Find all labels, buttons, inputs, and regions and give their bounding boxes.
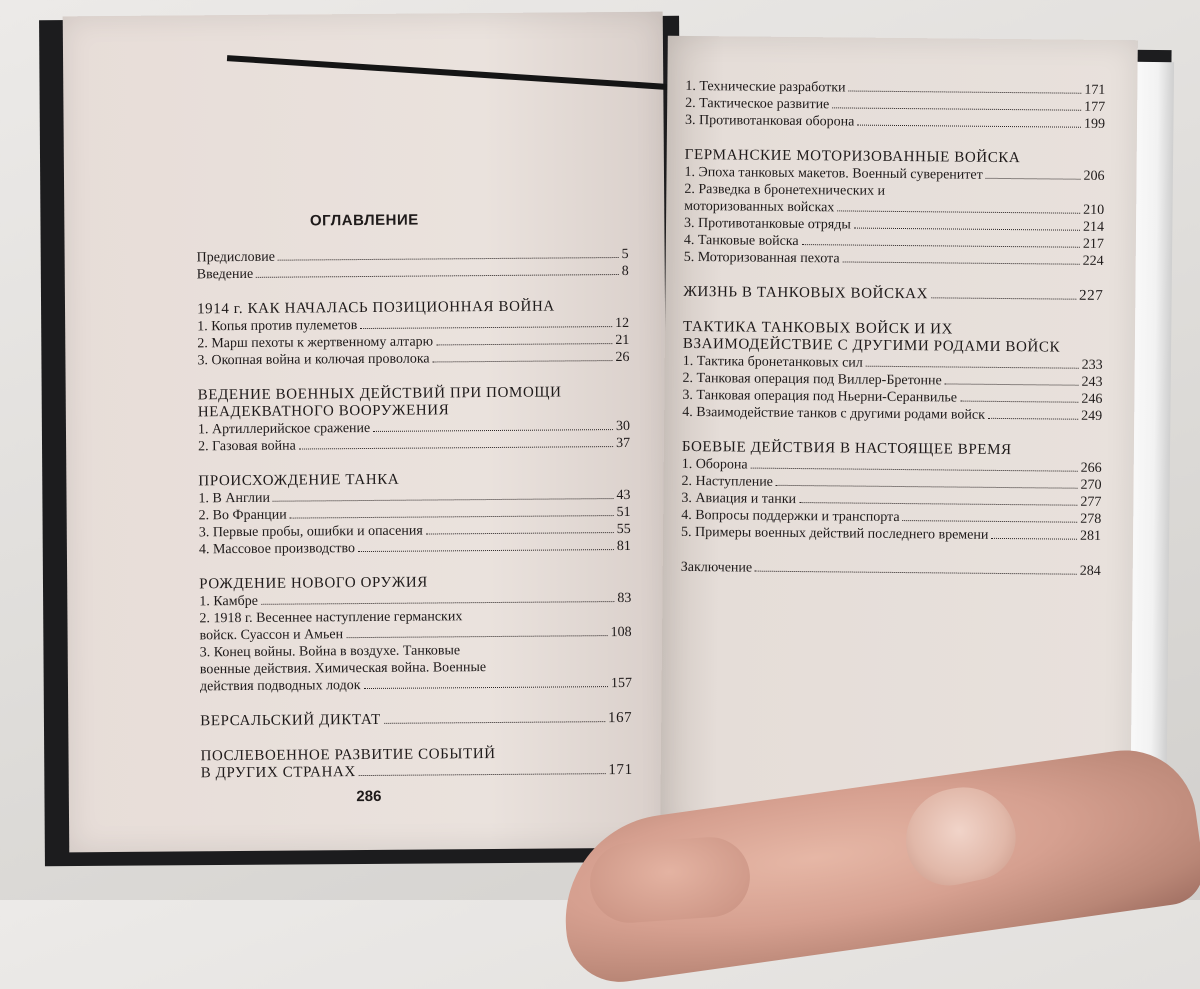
right-toc <box>681 78 1106 580</box>
entry-page: 81 <box>616 538 631 555</box>
dot-leader <box>273 498 614 502</box>
dot-leader <box>755 571 1077 575</box>
decorative-rule <box>227 55 696 92</box>
section-heading: ВЕДЕНИЕ ВОЕННЫХ ДЕЙСТВИЙ ПРИ ПОМОЩИ НЕАДЕКВАТНОГО ВООРУЖЕНИЯ <box>197 384 562 421</box>
toc-entry <box>199 538 631 558</box>
entry-page: 8 <box>621 263 629 279</box>
entry-text: 3. Авиация и танки <box>681 490 797 508</box>
entry-line <box>681 559 1101 580</box>
entry-text: 3. Противотанковая оборона <box>684 112 855 130</box>
dot-leader <box>436 343 612 345</box>
entry-text: 2. Танковая операция под Виллер-Бретонне <box>682 370 942 389</box>
entry-text: 5. Моторизованная пехота <box>683 249 840 267</box>
entry-line <box>200 675 632 695</box>
dot-leader <box>866 366 1079 369</box>
section-heading: ПРОИСХОЖДЕНИЕ ТАНКА <box>198 471 400 490</box>
dot-leader <box>346 635 607 638</box>
entry-text: 1. Копья против пулеметов <box>197 318 358 335</box>
entry-page: 284 <box>1079 563 1101 579</box>
toc-entry <box>197 263 629 283</box>
section-heading: ГЕРМАНСКИЕ МОТОРИЗОВАННЫЕ ВОЙСКА <box>684 146 1021 167</box>
entry-text: Введение <box>196 266 254 283</box>
entry-page: 177 <box>1084 99 1106 115</box>
entry-page: 83 <box>617 590 632 607</box>
dot-leader <box>278 257 619 261</box>
dot-leader <box>384 721 605 724</box>
entry-text: 2. Тактическое развитие <box>685 95 830 113</box>
entry-text: 3. Противотанковые отряды <box>683 215 851 233</box>
dot-leader <box>843 261 1080 264</box>
entry-page: 51 <box>616 504 631 521</box>
dot-leader <box>751 468 1078 472</box>
toc-entry <box>200 641 632 695</box>
entry-text: 4. Вопросы поддержки и транспорта <box>681 507 900 526</box>
entry-text: войск. Суассон и Амьен <box>199 627 344 644</box>
entry-text: 4. Взаимодействие танков с другими родами войск <box>682 404 986 423</box>
heading-line <box>201 762 633 782</box>
entry-text: ЖИЗНЬ В ТАНКОВЫХ ВОЙСКАХ <box>683 283 929 303</box>
toc-entry <box>198 435 630 455</box>
entry-page: 281 <box>1079 528 1102 544</box>
entry-page: 171 <box>608 761 633 779</box>
entry-page: 270 <box>1080 477 1102 493</box>
dot-leader <box>359 773 606 776</box>
dot-leader <box>261 601 614 605</box>
heading-line <box>683 284 1103 305</box>
entry-page: 167 <box>607 709 633 727</box>
dot-leader <box>426 532 614 534</box>
dot-leader <box>960 401 1078 403</box>
dot-leader <box>945 383 1079 385</box>
section-heading <box>683 284 1103 305</box>
entry-page: 199 <box>1083 116 1106 132</box>
entry-page: 206 <box>1083 168 1105 184</box>
entry-page: 12 <box>615 315 630 332</box>
toc-title: ОГЛАВЛЕНИЕ <box>309 211 419 230</box>
entry-page: 43 <box>616 487 631 504</box>
dot-leader <box>290 515 614 519</box>
entry-line: военные действия. Химическая война. Военные <box>199 660 487 678</box>
toc-entry <box>199 607 631 644</box>
entry-line <box>198 435 630 455</box>
entry-text: 3. Танковая операция под Ньерни-Серанвилье <box>682 387 958 406</box>
entry-text: 1. Эпоха танковых макетов. Военный суверенитет <box>684 164 983 183</box>
entry-text: Предисловие <box>196 249 275 266</box>
section-heading <box>200 710 632 730</box>
entry-text: 1. Тактика бронетанковых сил <box>682 353 863 371</box>
entry-text: 5. Примеры военных действий последнего времени <box>681 524 989 543</box>
entry-page: 5 <box>621 246 629 262</box>
entry-page: 55 <box>616 521 631 538</box>
entry-line: 2. 1918 г. Весеннее наступление германских <box>199 609 463 627</box>
entry-page: 266 <box>1080 460 1102 476</box>
section-heading <box>200 745 632 782</box>
entry-page: 217 <box>1082 236 1104 252</box>
entry-text: 2. Во Франции <box>198 507 287 524</box>
dot-leader <box>373 429 613 432</box>
entry-text: моторизованных войсках <box>684 198 835 216</box>
entry-page: 243 <box>1081 374 1103 390</box>
entry-page: 37 <box>616 435 631 452</box>
toc-entry <box>684 181 1104 219</box>
entry-page: 108 <box>610 624 632 641</box>
toc-entry <box>682 404 1102 425</box>
entry-text: действия подводных лодок <box>199 678 361 695</box>
entry-text: 2. Марш пехоты к жертвенному алтарю <box>197 334 434 352</box>
entry-line <box>197 349 629 369</box>
page-number: 286 <box>356 787 382 806</box>
toc-entry <box>197 349 629 369</box>
dot-leader <box>360 326 612 329</box>
heading-line <box>200 710 632 730</box>
entry-page: 30 <box>615 418 631 435</box>
heading-line: ПОСЛЕВОЕННОЕ РАЗВИТИЕ СОБЫТИЙ <box>200 745 496 765</box>
entry-page: 277 <box>1080 494 1102 510</box>
dot-leader <box>799 502 1077 506</box>
section-heading: БОЕВЫЕ ДЕЙСТВИЯ В НАСТОЯЩЕЕ ВРЕМЯ <box>681 438 1012 459</box>
dot-leader <box>986 178 1081 180</box>
entry-page: 214 <box>1082 219 1105 235</box>
dot-leader <box>837 210 1080 213</box>
left-page <box>63 12 670 853</box>
entry-line <box>685 112 1105 133</box>
toc-entry <box>684 249 1104 270</box>
entry-text: Заключение <box>680 559 753 576</box>
dot-leader <box>991 538 1077 540</box>
section-heading: ТАКТИКА ТАНКОВЫХ ВОЙСК И ИХ ВЗАИМОДЕЙСТВИЕ С ДРУГИМИ РОДАМИ ВОЙСК <box>682 318 1061 356</box>
dot-leader <box>832 107 1081 110</box>
dot-leader <box>776 485 1078 489</box>
entry-text: 2. Наступление <box>681 473 774 490</box>
entry-page: 26 <box>615 349 630 366</box>
finger <box>587 835 752 926</box>
entry-page: 249 <box>1081 408 1103 424</box>
entry-page: 157 <box>610 675 633 692</box>
dot-leader <box>903 520 1078 523</box>
entry-page: 21 <box>615 332 630 349</box>
dot-leader <box>802 244 1080 248</box>
entry-text: 2. Газовая война <box>198 438 296 455</box>
dot-leader <box>988 418 1078 420</box>
entry-text: ВЕРСАЛЬСКИЙ ДИКТАТ <box>200 711 381 730</box>
section-heading: РОЖДЕНИЕ НОВОГО ОРУЖИЯ <box>199 574 428 593</box>
entry-line <box>682 404 1102 425</box>
entry-text: 1. Камбре <box>199 593 258 610</box>
entry-line <box>199 538 631 558</box>
dot-leader <box>358 549 614 552</box>
entry-line <box>197 263 629 283</box>
entry-page: 227 <box>1078 287 1104 304</box>
entry-page: 210 <box>1083 202 1105 218</box>
entry-page: 224 <box>1082 253 1104 269</box>
entry-text: 1. В Англии <box>198 490 271 507</box>
entry-text: 3. Окопная война и колючая проволока <box>197 351 430 369</box>
right-page <box>660 36 1138 840</box>
dot-leader <box>848 90 1081 93</box>
left-toc <box>197 246 633 782</box>
entry-text: 1. Артиллерийское сражение <box>197 420 371 438</box>
entry-line <box>684 249 1104 270</box>
entry-page: 233 <box>1081 357 1103 373</box>
dot-leader <box>854 228 1080 231</box>
entry-page: 278 <box>1080 511 1102 527</box>
dot-leader <box>364 686 608 689</box>
entry-text: 1. Технические разработки <box>685 78 846 96</box>
section-heading: 1914 г. КАК НАЧАЛАСЬ ПОЗИЦИОННАЯ ВОЙНА <box>196 298 555 318</box>
entry-text: 1. Оборона <box>681 456 748 473</box>
dot-leader <box>433 360 613 362</box>
toc-entry <box>685 112 1105 133</box>
entry-line: 3. Конец войны. Война в воздухе. Танковые <box>199 643 461 661</box>
entry-page: 171 <box>1084 82 1106 98</box>
entry-text: 4. Танковые войска <box>683 232 799 250</box>
toc-entry <box>681 559 1101 580</box>
entry-text: 4. Массовое производство <box>198 541 356 558</box>
dot-leader <box>256 274 619 278</box>
dot-leader <box>857 125 1081 128</box>
entry-text: В ДРУГИХ СТРАНАХ <box>200 764 356 782</box>
dot-leader <box>931 297 1076 299</box>
entry-page: 246 <box>1081 391 1103 407</box>
dot-leader <box>299 446 613 449</box>
entry-line: 2. Разведка в бронетехнических и <box>684 181 886 199</box>
entry-text: 3. Первые пробы, ошибки и опасения <box>198 523 423 541</box>
